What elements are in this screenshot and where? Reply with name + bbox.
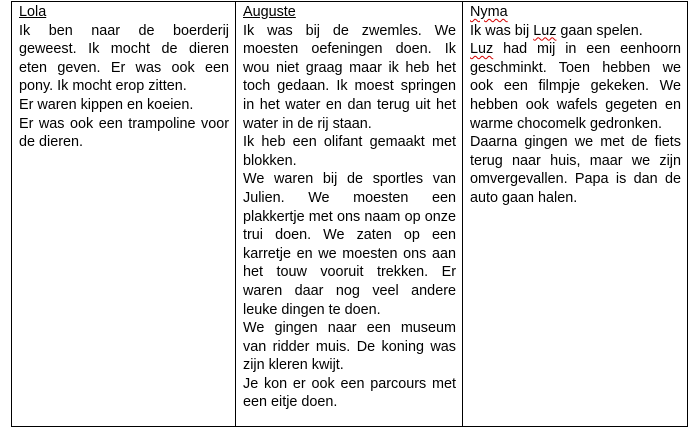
child-name: Lola [19,4,47,20]
story-paragraph: We gingen naar een museum van ridder muis. De koning was zijn kleren kwijt. [243,320,456,374]
story-paragraph: Ik heb een olifant gemaakt met blokken. [243,134,456,169]
story-paragraph: Ik was bij Luz gaan spelen. [470,22,643,39]
story-cell-lola [12,2,236,427]
story-paragraph: Er waren kippen en koeien. [19,96,194,113]
misspelled-word: Luz [533,22,557,39]
story-paragraph: We waren bij de sportles van Julien. We moesten een plakkertje met ons naam op onze trui doen. We zaten op een karretje en we moesten ons aan het touw vooruit trekken. Er waren daar nog veel andere leuke dingen te doen. [243,171,456,318]
story-paragraph: Je kon er ook een parcours met een eitje doen. [243,375,456,411]
story-paragraph: Ik ben naar de boerderij geweest. Ik mocht de dieren eten geven. Er was ook een pony. Ik mocht erop zitten. [19,22,229,95]
story-paragraph: Daarna gingen we met de fiets terug naar huis, maar we zijn omvergevallen. Papa is dan de auto gaan halen. [470,134,681,206]
table-row [12,2,688,427]
story-paragraph: Ik was bij de zwemles. We moesten oefeningen doen. Ik wou niet graag maar ik heb het toch gedaan. Ik moest springen in het water en dan terug uit het water in de rij staan. [243,22,456,132]
child-name: Auguste [243,4,296,20]
child-name: Nyma [470,4,508,20]
story-cell-auguste [236,2,463,427]
story-paragraph: Luz had mij in een eenhoorn geschminkt. Toen hebben we ook een filmpje gekeken. We hebben ook wafels gegeten en warme chocomelk gedronken. [470,41,681,132]
story-paragraph: Er was ook een trampoline voor de dieren. [19,115,229,151]
misspelled-word: Luz [470,41,494,58]
stories-table [11,1,688,427]
story-cell-nyma [463,2,688,427]
